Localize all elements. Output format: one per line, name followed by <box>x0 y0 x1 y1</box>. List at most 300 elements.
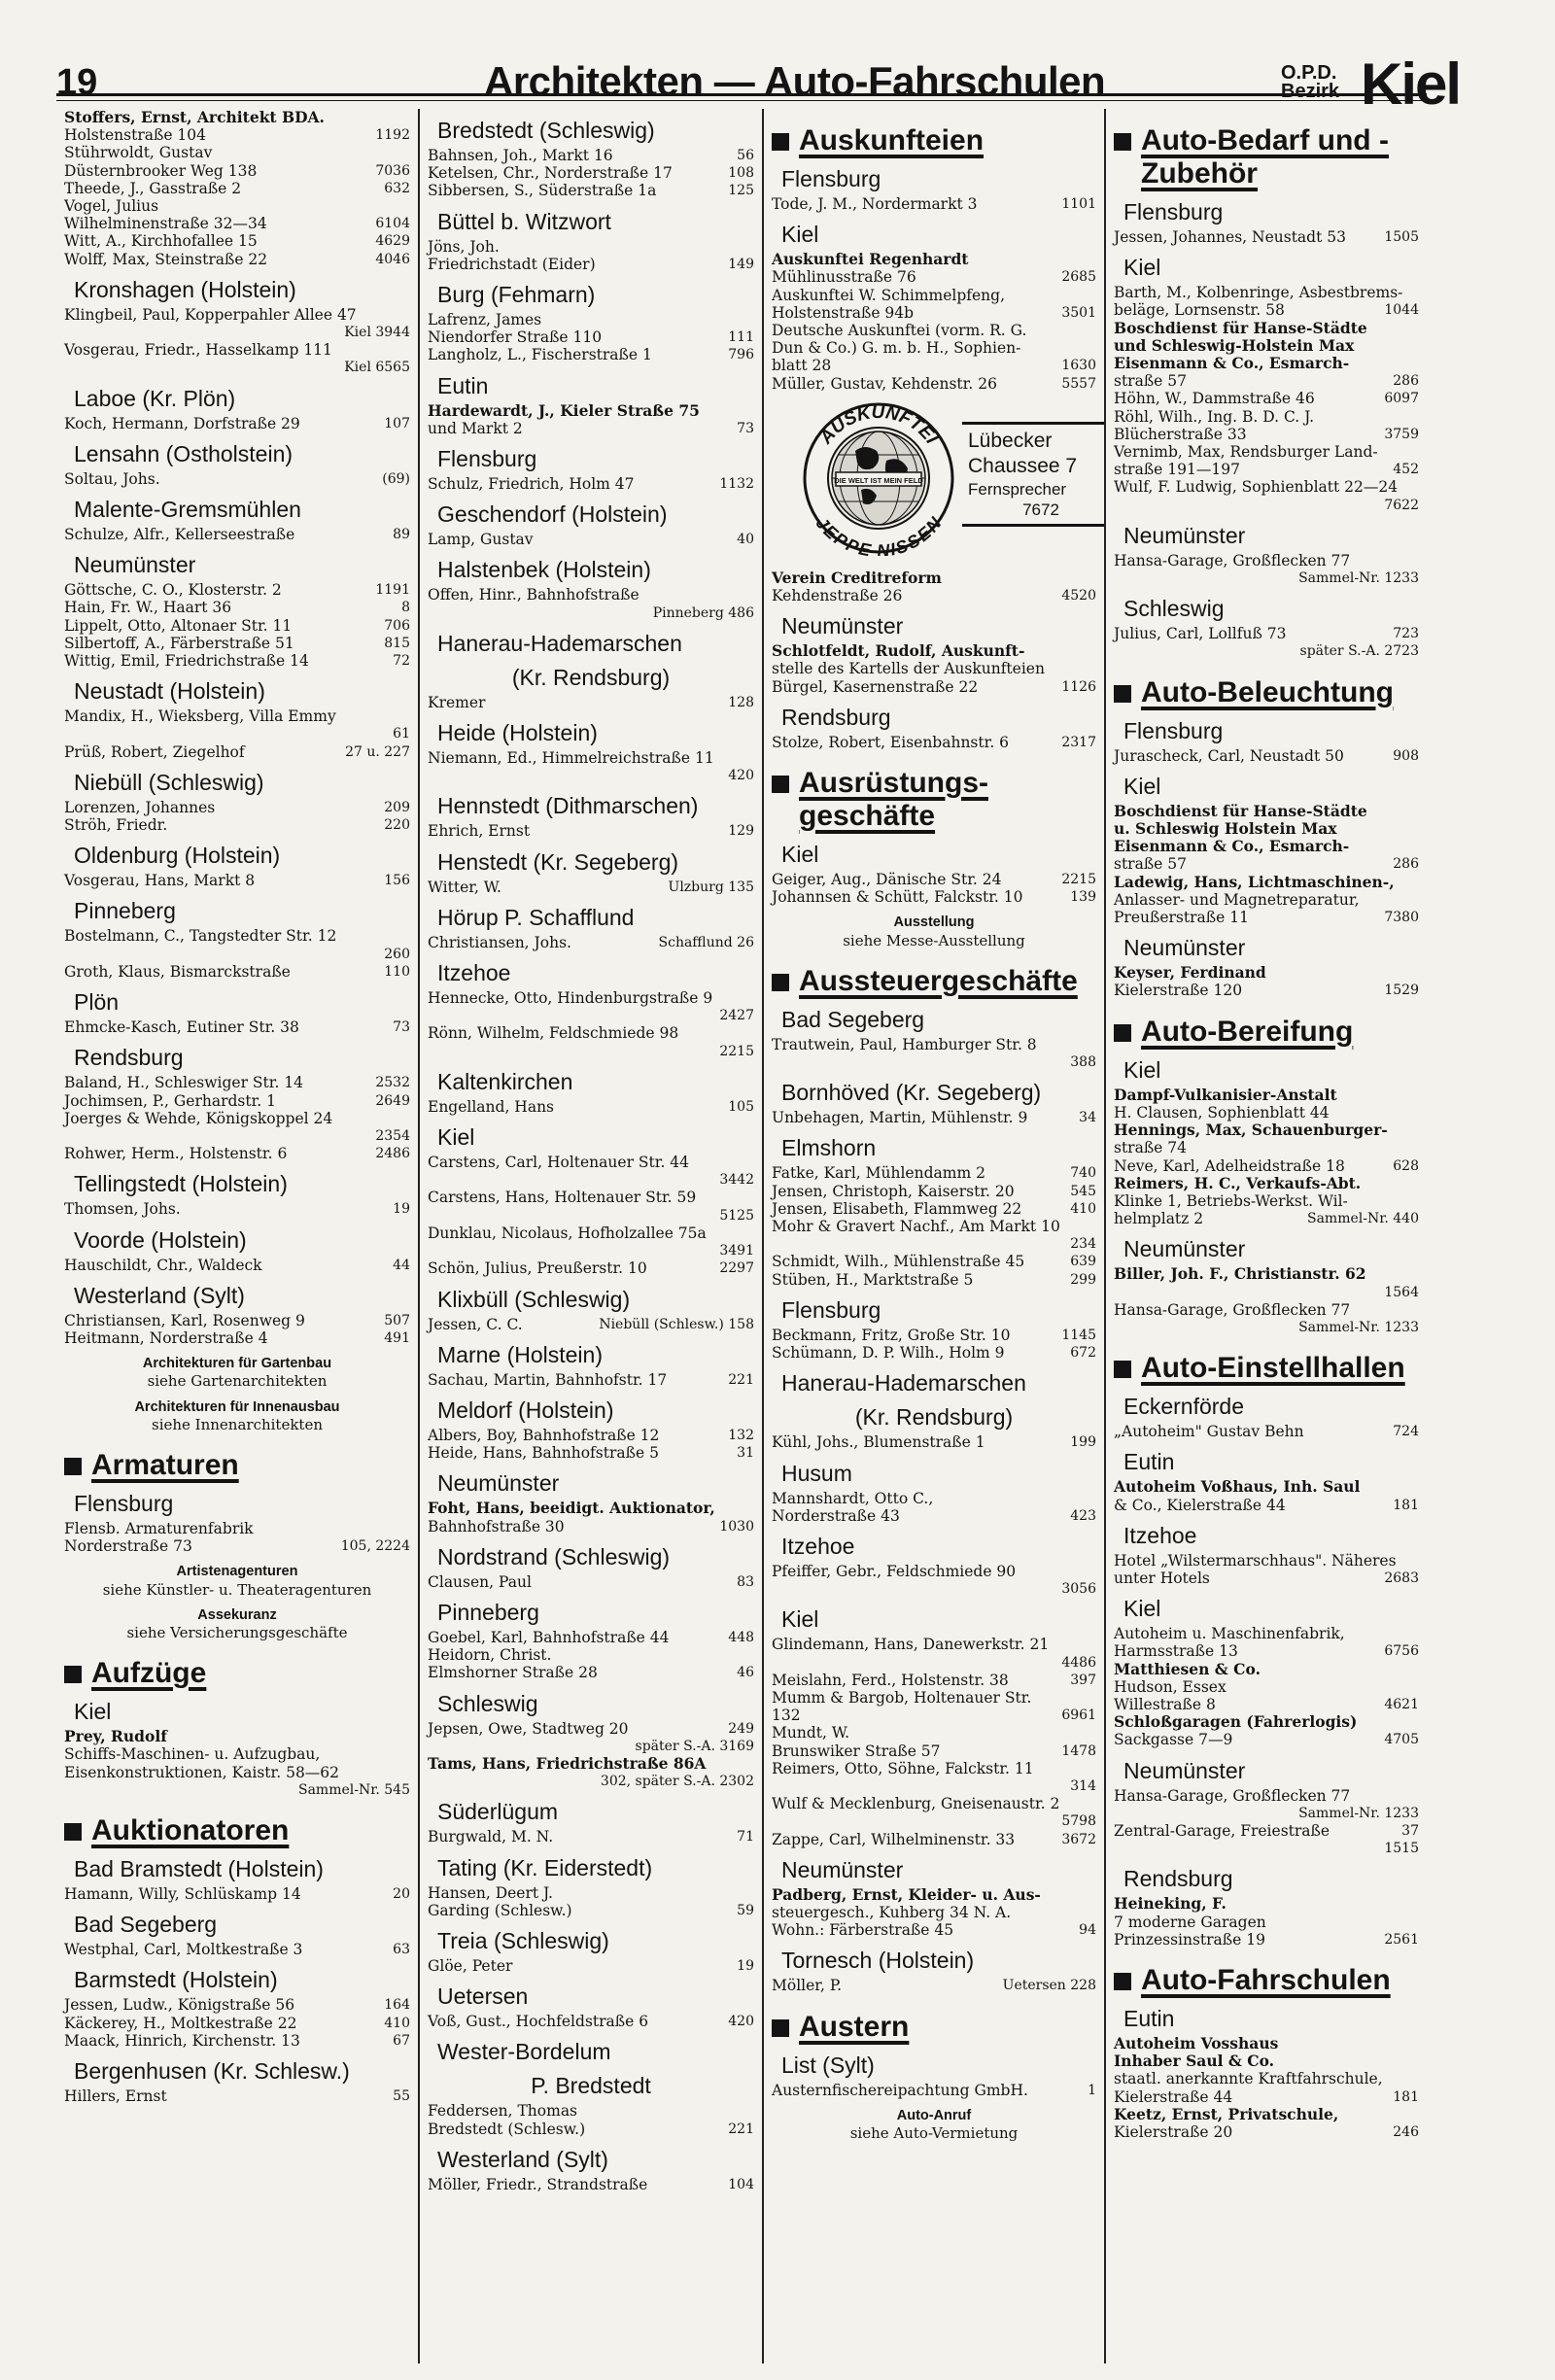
listing-line <box>772 888 1096 906</box>
listing-text: Jochimsen, P., Gerhardstr. 1 <box>64 1091 277 1110</box>
location-heading: Eutin <box>1123 2005 1175 2031</box>
listing-line <box>1114 1696 1419 1713</box>
listing-text: Garding (Schlesw.) <box>428 1901 572 1919</box>
listing-text: Heitmann, Norderstraße 4 <box>64 1328 268 1347</box>
listing-line <box>428 1259 754 1277</box>
listing-text: Hotel „Wilstermarschhaus". Näheres <box>1114 1551 1397 1569</box>
listing-line <box>1114 820 1419 838</box>
listing-line <box>64 1312 410 1329</box>
location-heading: Bad Segeberg <box>74 1912 218 1938</box>
listing-text: Thomsen, Johs. <box>64 1200 181 1219</box>
location-heading: Klixbüll (Schleswig) <box>437 1286 631 1312</box>
location-heading: (Kr. Rendsburg) <box>511 664 671 690</box>
listing-line <box>1114 1625 1419 1642</box>
listing-text: Prey, Rudolf <box>64 1727 167 1746</box>
section-heading <box>1114 676 1419 709</box>
phone-number: Schafflund 26 <box>658 934 754 950</box>
phone-number: 156 <box>384 873 410 889</box>
phone-number: 723 <box>1393 626 1419 642</box>
location-heading: Eckernförde <box>1123 1394 1245 1420</box>
listing-text: Holstenstraße 104 <box>64 126 207 145</box>
phone-number: 108 <box>728 165 754 182</box>
listing-line <box>64 743 410 761</box>
phone-number: 420 <box>728 2014 754 2030</box>
phone-number: 2317 <box>1061 734 1096 750</box>
listing-line <box>64 126 410 144</box>
location-heading: Bad Segeberg <box>781 1006 925 1032</box>
listing-text: Carstens, Carl, Holtenauer Str. 44 <box>428 1154 690 1172</box>
listing-line <box>772 1271 1096 1289</box>
listing-text: Wittig, Emil, Friedrichstraße 14 <box>64 652 309 671</box>
listing-text: Harmsstraße 13 <box>1114 1642 1238 1661</box>
listing-text: Auskunftei Regenhardt <box>772 250 969 269</box>
listing-line <box>428 147 754 164</box>
listing-text: stelle des Kartells der Auskunfteien <box>772 660 1045 678</box>
phone-number: 27 u. 227 <box>345 743 410 760</box>
listing-line <box>1114 1192 1419 1210</box>
listing-line <box>428 604 754 622</box>
listing-text: Kehdenstraße 26 <box>772 587 903 605</box>
listing-line <box>428 1043 754 1060</box>
listing-line <box>64 2015 410 2032</box>
listing-text: Lafrenz, James <box>428 311 542 329</box>
location-heading: Flensburg <box>781 1296 881 1323</box>
listing-line <box>772 1672 1096 1689</box>
listing-text: Dunklau, Nicolaus, Hofholzallee 75a <box>428 1224 707 1242</box>
listing-line <box>1114 372 1419 390</box>
location-heading: Flensburg <box>437 446 537 472</box>
listing-line <box>428 694 754 711</box>
listing-text: Mandix, H., Wieksberg, Villa Emmy <box>64 707 336 726</box>
listing-line <box>64 946 410 963</box>
listing-line <box>428 1828 754 1845</box>
listing-line <box>64 215 410 232</box>
listing-text: Feddersen, Thomas <box>428 2102 578 2121</box>
phone-number: 410 <box>384 2015 410 2031</box>
section-title: Ausrüstungs-geschäfte <box>799 767 988 833</box>
phone-number: Niebüll (Schlesw.) 158 <box>599 1316 754 1332</box>
section-square-icon <box>772 133 789 151</box>
listing-line <box>772 1760 1096 1777</box>
phone-number: 107 <box>384 415 410 431</box>
district-city: Kiel <box>1361 52 1461 117</box>
location-heading: Voorde (Holstein) <box>74 1226 247 1253</box>
listing-text: Groth, Klaus, Bismarckstraße <box>64 962 291 981</box>
listing-text: Bürgel, Kasernenstraße 22 <box>772 677 979 696</box>
location-heading: Kiel <box>781 1606 819 1633</box>
listing-text: Hansa-Garage, Großflecken 77 <box>1114 1786 1351 1805</box>
listing-text: Joerges & Wehde, Königskoppel 24 <box>64 1109 333 1127</box>
listing-line <box>428 1444 754 1462</box>
cross-reference <box>64 1398 410 1433</box>
listing-text: Flensb. Armaturenfabrik <box>64 1519 254 1537</box>
location-heading: Halstenbek (Holstein) <box>437 557 651 583</box>
listing-text: Jurascheck, Carl, Neustadt 50 <box>1114 746 1344 765</box>
listing-line <box>1114 1423 1419 1440</box>
listing-text: Bahnsen, Joh., Markt 16 <box>428 147 613 164</box>
phone-number: 19 <box>393 1201 410 1218</box>
phone-number: 72 <box>393 653 410 670</box>
listing-text: Deutsche Auskunftei (vorm. R. G. <box>772 322 1027 340</box>
phone-number: 61 <box>393 726 410 742</box>
phone-number: 249 <box>728 1720 754 1737</box>
location-heading: Uetersen <box>437 1983 529 2010</box>
listing-text: Prüß, Robert, Ziegelhof <box>64 742 245 761</box>
listing-line <box>1114 478 1419 496</box>
listing-text: Anlasser- und Magnetreparatur, <box>1114 890 1360 909</box>
listing-line <box>772 1164 1096 1182</box>
reference-target: siehe Innenarchitekten <box>152 1415 323 1433</box>
listing-line <box>64 144 410 161</box>
column-4 <box>1104 109 1427 2363</box>
listing-line <box>1114 2106 1419 2123</box>
cross-reference <box>64 1355 410 1390</box>
cross-reference <box>772 2107 1096 2142</box>
phone-number: 31 <box>737 1445 754 1462</box>
listing-line <box>64 652 410 670</box>
listing-line <box>64 927 410 945</box>
listing-line <box>1114 1301 1419 1319</box>
listing-line <box>1114 1895 1419 1913</box>
listing-text: Inhaber Saul & Co. <box>1114 2052 1275 2071</box>
listing-line <box>428 1098 754 1116</box>
location-heading: Rendsburg <box>781 704 891 730</box>
listing-text: und Schleswig-Holstein Max <box>1114 335 1355 355</box>
phone-number: (69) <box>382 470 410 487</box>
listing-text: Friedrichstadt (Eider) <box>428 255 596 273</box>
section-square-icon <box>772 2019 789 2037</box>
listing-line <box>64 324 410 341</box>
listing-text: Stolze, Robert, Eisenbahnstr. 6 <box>772 733 1010 751</box>
phone-number: 423 <box>1070 1507 1096 1524</box>
reference-topic: Ausstellung <box>893 914 975 931</box>
listing-text: Röhl, Wilh., Ing. B. D. C. J. <box>1114 407 1315 426</box>
listing-text: Padberg, Ernst, Kleider- u. Aus- <box>772 1884 1041 1904</box>
listing-text: Pfeiffer, Gebr., Feldschmiede 90 <box>772 1562 1017 1580</box>
listing-text: Hauschildt, Chr., Waldeck <box>64 1256 262 1274</box>
phone-number: Kiel 3944 <box>344 325 410 341</box>
section-heading <box>772 767 1096 833</box>
listing-text: Wulf & Mecklenburg, Gneisenaustr. 2 <box>772 1795 1060 1813</box>
listing-line <box>64 1200 410 1218</box>
listing-line <box>1114 2088 1419 2106</box>
listing-line <box>64 180 410 197</box>
phone-number: 796 <box>728 347 754 363</box>
listing-line <box>428 1024 754 1042</box>
reference-topic: Assekuranz <box>197 1606 277 1623</box>
phone-number: 7036 <box>375 162 410 179</box>
listing-text: Hardewardt, J., Kieler Straße 75 <box>428 400 700 420</box>
listing-line <box>772 678 1096 696</box>
listing-text: Ladewig, Hans, Lichtmaschinen-, <box>1114 872 1395 891</box>
phone-number: 56 <box>737 148 754 163</box>
listing-text: Hansen, Deert J. <box>428 1883 553 1902</box>
phone-number: 46 <box>737 1665 754 1681</box>
phone-number: 724 <box>1393 1424 1419 1440</box>
listing-line <box>772 1109 1096 1126</box>
listing-text: Keyser, Ferdinand <box>1114 963 1266 983</box>
listing-line <box>428 767 754 784</box>
location-heading: Husum <box>781 1460 852 1486</box>
listing-line <box>428 1518 754 1535</box>
listing-line <box>1114 461 1419 478</box>
listing-line <box>1114 1569 1419 1587</box>
listing-text: „Autoheim" Gustav Behn <box>1114 1423 1304 1441</box>
phone-number: 1145 <box>1061 1327 1096 1343</box>
listing-text: Geiger, Aug., Dänische Str. 24 <box>772 871 1002 889</box>
listing-text: Theede, J., Gasstraße 2 <box>64 179 242 197</box>
phone-number: Sammel-Nr. 440 <box>1306 1211 1419 1227</box>
listing-line <box>428 182 754 199</box>
listing-text: Hennings, Max, Schauenburger- <box>1114 1121 1388 1140</box>
phone-number: 2215 <box>719 1043 754 1059</box>
listing-line <box>428 1242 754 1259</box>
phone-number: 59 <box>737 1902 754 1918</box>
listing-line <box>772 1707 1096 1724</box>
listing-line <box>772 569 1096 587</box>
listing-line <box>1114 1210 1419 1227</box>
listing-line <box>64 1520 410 1537</box>
listing-line <box>772 1812 1096 1830</box>
section-square-icon <box>64 1823 82 1841</box>
phone-number: 2683 <box>1384 1569 1419 1586</box>
location-heading: (Kr. Rendsburg) <box>854 1404 1014 1431</box>
location-heading: Kiel <box>781 222 819 248</box>
phone-number: 71 <box>737 1829 754 1845</box>
listing-text: Käckerey, H., Moltkestraße 22 <box>64 2014 297 2032</box>
listing-text: staatl. anerkannte Kraftfahrschule, <box>1114 2070 1383 2088</box>
phone-number: 234 <box>1070 1236 1096 1253</box>
location-heading: Neumünster <box>74 552 196 578</box>
listing-text: Eisenmann & Co., Esmarch- <box>1114 837 1350 856</box>
phone-number: 40 <box>737 532 754 548</box>
listing-line <box>428 1371 754 1389</box>
reference-target: siehe Messe-Ausstellung <box>843 931 1025 949</box>
listing-line <box>428 1427 754 1444</box>
listing-line <box>64 1257 410 1274</box>
ad-line-3: Fernsprecher <box>968 479 1067 499</box>
listing-text: Niendorfer Straße 110 <box>428 328 603 347</box>
phone-number: Kiel 6565 <box>344 360 410 376</box>
listing-text: Eisenmann & Co., Esmarch- <box>1114 354 1350 373</box>
listing-line <box>1114 1642 1419 1660</box>
phone-number: 5798 <box>1061 1813 1096 1830</box>
listing-text: Lorenzen, Johannes <box>64 798 216 816</box>
listing-line <box>772 357 1096 374</box>
phone-number: 1478 <box>1061 1742 1096 1759</box>
phone-number: 209 <box>384 799 410 815</box>
listing-line <box>1114 1552 1419 1569</box>
location-heading: Neumünster <box>781 1856 904 1882</box>
listing-line <box>428 2176 754 2193</box>
listing-line <box>1114 1104 1419 1121</box>
listing-line <box>428 1629 754 1646</box>
phone-number: 1126 <box>1061 678 1096 695</box>
listing-text: Jessen, Johannes, Neustadt 53 <box>1114 228 1346 246</box>
phone-number: 221 <box>728 1371 754 1388</box>
listing-line <box>1114 747 1419 765</box>
listing-text: Zentral-Garage, Freiestraße <box>1114 1821 1330 1840</box>
location-heading: Itzehoe <box>1123 1522 1197 1548</box>
section-title: Auto-Einstellhallen <box>1141 1352 1405 1385</box>
listing-line <box>772 1563 1096 1580</box>
phone-number: 2532 <box>375 1075 410 1091</box>
phone-number: 632 <box>384 180 410 196</box>
phone-number: 34 <box>1079 1110 1096 1126</box>
location-heading: Neumünster <box>781 613 904 639</box>
listing-line <box>1114 874 1419 891</box>
listing-text: Heidorn, Christ. <box>428 1646 552 1665</box>
phone-number: 1192 <box>375 127 410 144</box>
listing-text: Norderstraße 73 <box>64 1537 192 1556</box>
phone-number: 55 <box>393 2087 410 2104</box>
phone-number: Sammel-Nr. 1233 <box>1298 1805 1419 1821</box>
header-rule-thin <box>56 100 1427 101</box>
phone-number: 7622 <box>1384 497 1419 513</box>
page-number: 19 <box>56 62 98 103</box>
phone-number: 4486 <box>1061 1654 1096 1671</box>
listing-text: Engelland, Hans <box>428 1097 555 1116</box>
listing-line <box>64 599 410 616</box>
listing-text: Burgwald, M. N. <box>428 1828 554 1846</box>
globe-icon <box>797 400 960 556</box>
phone-number: 1564 <box>1384 1284 1419 1300</box>
location-heading: Malente-Gremsmühlen <box>74 497 301 523</box>
listing-line <box>428 1755 754 1773</box>
phone-number: 220 <box>384 817 410 834</box>
listing-line <box>428 1957 754 1975</box>
district-line-2: Bezirk <box>1281 81 1340 102</box>
listing-text: Brunswiker Straße 57 <box>772 1742 941 1760</box>
listing-line <box>772 195 1096 213</box>
listing-line <box>428 402 754 420</box>
section-title: Auto-Beleuchtung <box>1141 675 1394 708</box>
location-heading: Hörup P. Schafflund <box>437 904 635 930</box>
reference-target: siehe Auto-Vermietung <box>849 2123 1019 2142</box>
listing-text: Heide, Hans, Bahnhofstraße 5 <box>428 1444 659 1463</box>
listing-text: Ehrich, Ernst <box>428 822 531 841</box>
listing-text: Glindemann, Hans, Danewerkstr. 21 <box>772 1636 1050 1654</box>
listing-line <box>64 1728 410 1745</box>
phone-number: 706 <box>384 617 410 634</box>
listing-text: Christiansen, Johs. <box>428 933 571 951</box>
phone-number: 221 <box>728 2121 754 2137</box>
listing-text: Tode, J. M., Nordermarkt 3 <box>772 195 978 213</box>
phone-number: 181 <box>1393 2088 1419 2105</box>
listing-line <box>64 1074 410 1091</box>
listing-line <box>772 1327 1096 1344</box>
location-heading: Kiel <box>74 1699 112 1725</box>
listing-line <box>1114 2070 1419 2087</box>
phone-number: 6961 <box>1061 1707 1096 1724</box>
listing-line <box>772 322 1096 339</box>
phone-number: 125 <box>728 183 754 199</box>
location-heading: Lensahn (Ostholstein) <box>74 440 294 466</box>
listing-text: Autoheim Voßhaus, Inh. Saul <box>1114 1477 1361 1497</box>
ad-ring-bottom: JEPPE NISSEN <box>812 513 946 556</box>
listing-line <box>64 1092 410 1110</box>
listing-text: Jepsen, Owe, Stadtweg 20 <box>428 1719 629 1738</box>
listing-text: Witter, W. <box>428 878 501 896</box>
location-heading: Flensburg <box>781 166 881 191</box>
listing-line <box>428 934 754 951</box>
listing-line <box>428 256 754 273</box>
listing-line <box>428 238 754 256</box>
listing-text: beläge, Lornsenstr. 58 <box>1114 301 1285 320</box>
listing-text: Boschdienst für Hanse-Städte <box>1114 801 1367 820</box>
listing-line <box>772 1977 1096 1994</box>
location-heading: Burg (Fehmarn) <box>437 282 596 308</box>
listing-text: Müller, Gustav, Kehdenstr. 26 <box>772 374 997 393</box>
phone-number: 1 <box>1088 2082 1096 2098</box>
phone-number: 2427 <box>719 1008 754 1024</box>
listing-line <box>772 1777 1096 1795</box>
section-square-icon <box>1114 685 1131 703</box>
listing-line <box>428 989 754 1007</box>
location-heading: Kiel <box>1123 255 1161 281</box>
section-title: Auto-Fahrschulen <box>1141 1963 1391 1996</box>
listing-text: Vosgerau, Friedr., Hasselkamp 111 <box>64 341 332 360</box>
listing-line <box>1114 2035 1419 2052</box>
listing-line <box>428 749 754 767</box>
listing-line <box>428 1720 754 1738</box>
phone-number: 491 <box>384 1329 410 1346</box>
listing-text: Klingbeil, Paul, Kopperpahler Allee 47 <box>64 305 357 324</box>
listing-line <box>772 1831 1096 1848</box>
phone-number: 1529 <box>1384 983 1419 999</box>
listing-text: Fatke, Karl, Mühlendamm 2 <box>772 1164 985 1183</box>
listing-text: Albers, Boy, Bahnhofstraße 12 <box>428 1426 660 1444</box>
listing-text: Jensen, Christoph, Kaiserstr. 20 <box>772 1182 1015 1200</box>
listing-line <box>1114 855 1419 873</box>
section-square-icon <box>1114 1361 1131 1378</box>
section-square-icon <box>772 974 789 991</box>
phone-number: 2215 <box>1061 872 1096 888</box>
location-heading: Neumünster <box>1123 935 1246 961</box>
listing-text: Eisenkonstruktionen, Kaistr. 58—62 <box>64 1763 340 1781</box>
listing-line <box>1114 625 1419 642</box>
phone-number: Pinneberg 486 <box>652 604 754 621</box>
phone-number: 4046 <box>375 251 410 267</box>
phone-number: 63 <box>393 1942 410 1958</box>
listing-text: Hennecke, Otto, Hindenburgstraße 9 <box>428 989 713 1008</box>
column-2 <box>418 109 762 2363</box>
location-heading: Neumünster <box>1123 1757 1246 1783</box>
phone-number: 149 <box>728 256 754 272</box>
section-square-icon <box>1114 133 1131 151</box>
listing-line <box>772 1724 1096 1742</box>
listing-line <box>428 1884 754 1902</box>
listing-text: Christiansen, Karl, Rosenweg 9 <box>64 1311 305 1329</box>
listing-line <box>64 707 410 725</box>
listing-line <box>428 1207 754 1224</box>
phone-number: 388 <box>1070 1054 1096 1071</box>
location-heading: Pinneberg <box>437 1599 539 1625</box>
section-title: Auktionatoren <box>91 1813 290 1846</box>
location-heading: Kiel <box>781 842 819 868</box>
listing-line <box>1114 301 1419 319</box>
phone-number: 397 <box>1070 1672 1096 1688</box>
listing-text: Vosgerau, Hans, Markt 8 <box>64 872 256 890</box>
listing-line <box>64 359 410 376</box>
phone-number: 3442 <box>719 1172 754 1189</box>
location-heading: Itzehoe <box>781 1533 855 1559</box>
phone-number: 5557 <box>1061 375 1096 392</box>
section-title: Austern <box>799 2010 910 2043</box>
phone-number: 19 <box>737 1957 754 1974</box>
listing-text: Soltau, Johs. <box>64 469 160 488</box>
listing-line <box>1114 569 1419 587</box>
